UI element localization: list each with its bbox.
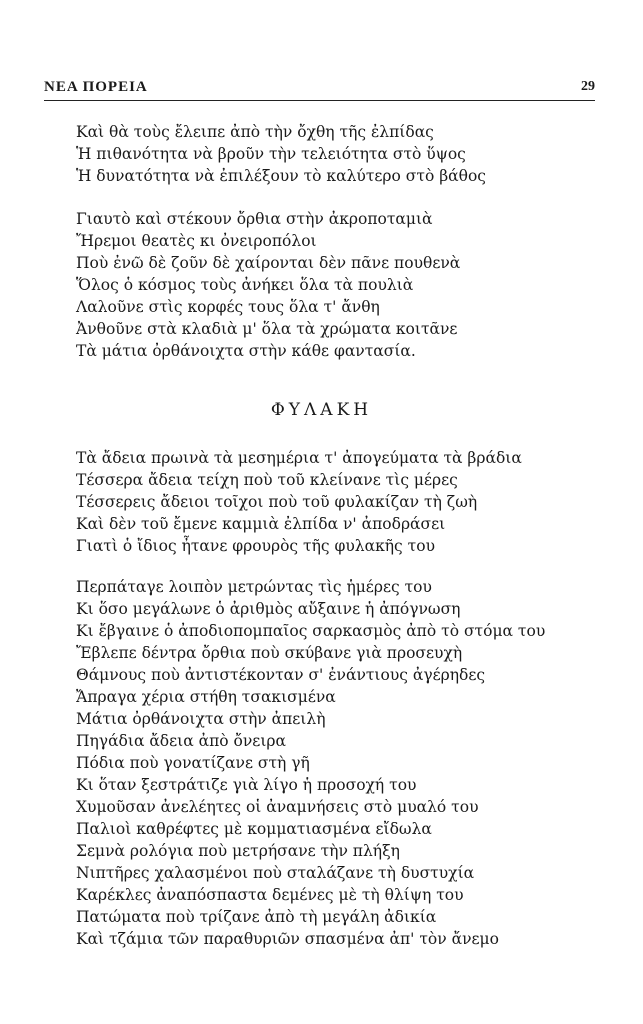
verse-line: Πηγάδια ἄδεια ἀπὸ ὄνειρα — [76, 732, 286, 750]
verse-line: Γιατὶ ὁ ἴδιος ἦτανε φρουρὸς τῆς φυλακῆς του — [76, 537, 435, 555]
verse-line: Τέσσερα ἄδεια τείχη ποὺ τοῦ κλείνανε τὶς μέρες — [76, 471, 458, 489]
verse-line: Ἤρεμοι θεατὲς κι ὀνειροπόλοι — [76, 232, 317, 250]
journal-title: ΝΕΑ ΠΟΡΕΙΑ — [44, 79, 148, 95]
verse-line: Θάμνους ποὺ ἀντιστέκονταν σ' ἐνάντιους ἀγέρηδες — [76, 666, 486, 684]
poem-title: ΦΥΛΑΚΗ — [270, 400, 373, 420]
verse-line: Καὶ δὲν τοῦ ἔμενε καμμιὰ ἐλπίδα ν' ἀποδράσει — [76, 515, 446, 533]
verse-line: Περπάταγε λοιπὸν μετρώντας τὶς ἡμέρες του — [76, 578, 432, 596]
verse-line: Καὶ θὰ τοὺς ἔλειπε ἀπὸ τὴν ὄχθη τῆς ἐλπίδας — [76, 123, 434, 141]
verse-line: Τὰ μάτια ὀρθάνοιχτα στὴν κάθε φαντασία. — [76, 342, 416, 360]
verse-line: Καρέκλες ἀναπόσπαστα δεμένες μὲ τὴ θλίψη του — [76, 886, 464, 904]
verse-line: Γιαυτὸ καὶ στέκουν ὄρθια στὴν ἀκροποταμιὰ — [76, 210, 433, 228]
running-head — [44, 76, 595, 101]
verse-line: Ἡ δυνατότητα νὰ ἐπιλέξουν τὸ καλύτερο στὸ βάθος — [76, 167, 486, 185]
verse-line: Μάτια ὀρθάνοιχτα στὴν ἀπειλὴ — [76, 710, 326, 728]
verse-line: Πατώματα ποὺ τρίζανε ἀπὸ τὴ μεγάλη ἀδικία — [76, 908, 437, 926]
verse-line: Λαλοῦνε στὶς κορφές τους ὅλα τ' ἄνθη — [76, 298, 380, 316]
verse-line: Καὶ τζάμια τῶν παραθυριῶν σπασμένα ἀπ' τὸν ἄνεμο — [76, 930, 499, 948]
stanza — [76, 576, 545, 950]
verse-line: Χυμοῦσαν ἀνελέητες οἱ ἀναμνήσεις στὸ μυαλό του — [76, 798, 479, 816]
verse-line: Ἡ πιθανότητα νὰ βροῦν τὴν τελειότητα στὸ ὕψος — [76, 145, 466, 163]
verse-line: Κι ὅταν ξεστράτιζε γιὰ λίγο ἡ προσοχή του — [76, 776, 417, 794]
verse-line: Ὅλος ὁ κόσμος τοὺς ἀνήκει ὅλα τὰ πουλιὰ — [76, 276, 414, 294]
verse-line: Πόδια ποὺ γονατίζανε στὴ γῆ — [76, 754, 310, 772]
verse-line: Ἔβλεπε δέντρα ὄρθια ποὺ σκύβανε γιὰ προσευχὴ — [76, 644, 463, 662]
verse-line: Παλιοὶ καθρέφτες μὲ κομματιασμένα εἴδωλα — [76, 820, 432, 838]
verse-line: Σεμνὰ ρολόγια ποὺ μετρήσανε τὴν πλήξη — [76, 842, 400, 860]
verse-line: Τέσσερεις ἄδειοι τοῖχοι ποὺ τοῦ φυλακίζαν τὴ ζωὴ — [76, 493, 478, 511]
stanza — [76, 121, 486, 187]
stanza — [76, 447, 522, 557]
verse-line: Κι ἔβγαινε ὁ ἀποδιοπομπαῖος σαρκασμὸς ἀπὸ τὸ στόμα του — [76, 622, 546, 640]
verse-line: Νιπτῆρες χαλασμένοι ποὺ σταλάζανε τὴ δυστυχία — [76, 864, 475, 882]
stanza — [76, 208, 460, 362]
verse-line: Τὰ ἄδεια πρωινὰ τὰ μεσημέρια τ' ἀπογεύματα τὰ βράδια — [76, 449, 522, 467]
verse-line: Ποὺ ἐνῶ δὲ ζοῦν δὲ χαίρονται δὲν πᾶνε πουθενὰ — [76, 254, 461, 272]
page-number: 29 — [581, 79, 595, 94]
verse-line: Κι ὅσο μεγάλωνε ὁ ἀριθμὸς αὔξαινε ἡ ἀπόγνωση — [76, 600, 461, 618]
verse-line: Ἀνθοῦνε στὰ κλαδιὰ μ' ὅλα τὰ χρώματα κοιτᾶνε — [76, 320, 458, 338]
verse-line: Ἄπραγα χέρια στήθη τσακισμένα — [76, 688, 336, 706]
